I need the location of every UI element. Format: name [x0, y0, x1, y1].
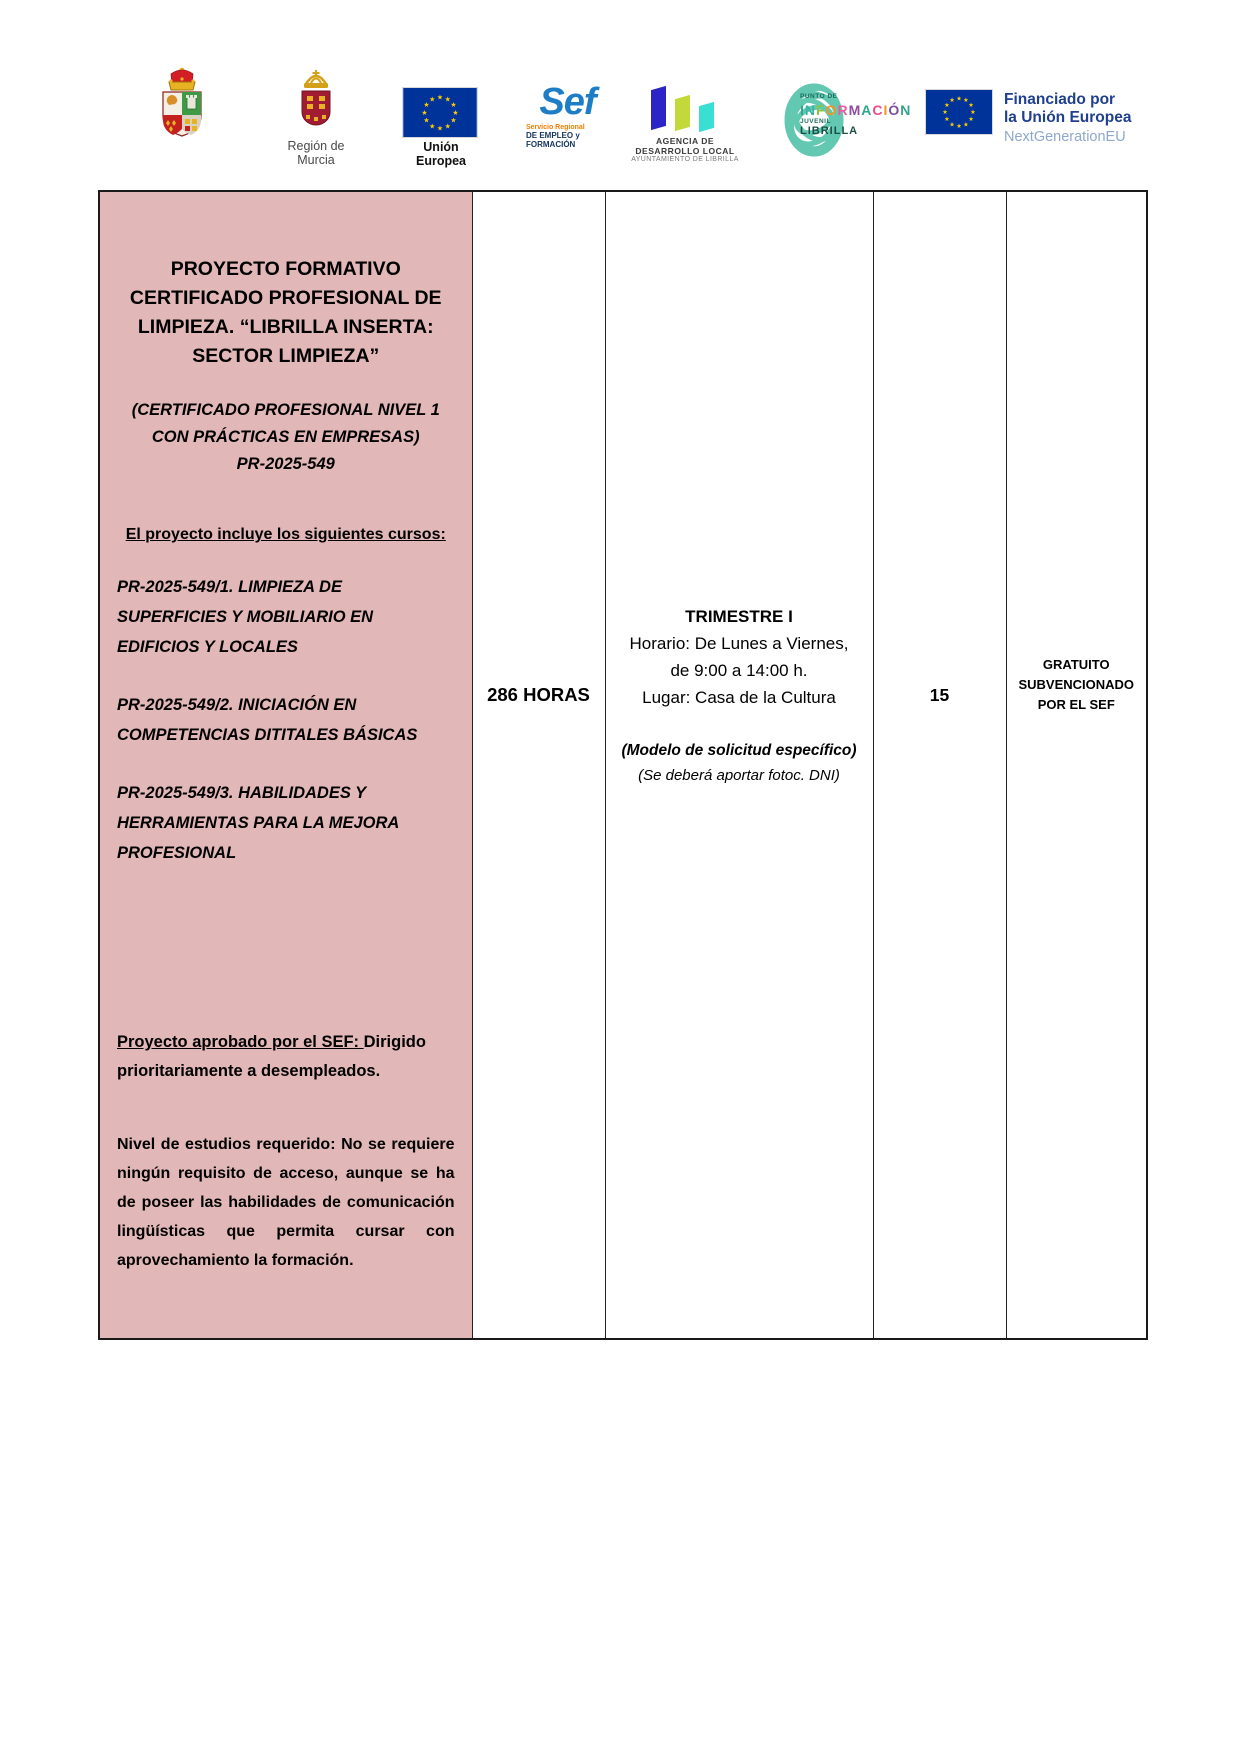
- svg-text:★: ★: [970, 109, 976, 117]
- schedule-line-2: de 9:00 a 14:00 h.: [670, 660, 808, 680]
- svg-text:★: ★: [423, 101, 430, 110]
- svg-text:★: ★: [949, 121, 955, 129]
- svg-text:★: ★: [436, 93, 444, 102]
- approved-text: Dirigido prioritariamente a desempleados.: [117, 1033, 426, 1080]
- cell-schedule: [605, 191, 873, 1339]
- svg-text:★: ★: [949, 97, 955, 105]
- eu-flag-nextgen-icon: [926, 90, 992, 134]
- approved-label: Proyecto aprobado por el SEF:: [117, 1033, 364, 1051]
- svg-text:★: ★: [968, 116, 974, 124]
- murcia-caption: Región de Murcia: [287, 139, 345, 167]
- svg-text:★: ★: [436, 124, 444, 133]
- svg-text:★: ★: [444, 122, 451, 131]
- svg-text:★: ★: [429, 122, 436, 131]
- adl-caption-1: AGENCIA DE DESARROLLO LOCAL: [635, 136, 735, 156]
- cost-label: GRATUITO SUBVENCIONADO POR EL SEF: [1018, 657, 1135, 712]
- financed-by-line-2: la Unión Europea: [1004, 109, 1132, 126]
- murcia-coat-of-arms-icon: [294, 70, 338, 136]
- table-row: [99, 191, 1147, 1339]
- union-europea-logo: [403, 88, 479, 168]
- pij-line-informacion: INFORMACIÓN: [800, 101, 912, 118]
- dni-note: (Se deberá aportar fotoc. DNI): [638, 766, 840, 784]
- financed-by-line-1: Financiado por: [1004, 91, 1116, 108]
- financiado-ue-logo: [926, 90, 1156, 146]
- svg-text:★: ★: [963, 121, 969, 129]
- svg-text:★: ★: [452, 108, 459, 117]
- svg-text:★: ★: [421, 108, 428, 117]
- nextgeneu-label: NextGenerationEU: [1004, 129, 1126, 145]
- application-note: (Modelo de solicitud específico): [621, 741, 857, 759]
- cell-places: [873, 191, 1006, 1339]
- eu-flag-icon: [403, 88, 477, 137]
- places-value: 15: [929, 684, 950, 705]
- eu-caption: Unión Europea: [415, 140, 466, 168]
- logo-header: [0, 0, 1241, 190]
- cell-project-description: [99, 191, 472, 1339]
- pij-line-juvenil: JUVENIL: [800, 117, 831, 125]
- course-item-3: PR-2025-549/3. HABILIDADES Y HERRAMIENTAS PARA LA MEJORA PROFESIONAL: [117, 784, 399, 862]
- course-item-1: PR-2025-549/1. LIMPIEZA DE SUPERFICIES Y MOBILIARIO EN EDIFICIOS Y LOCALES: [117, 578, 374, 656]
- svg-text:★: ★: [423, 116, 430, 125]
- svg-text:★: ★: [944, 116, 950, 124]
- project-title: PROYECTO FORMATIVO CERTIFICADO PROFESIONAL DE LIMPIEZA. “LIBRILLA INSERTA: SECTOR LIMPIEZA”: [129, 258, 442, 367]
- schedule-line-3: Lugar: Casa de la Cultura: [642, 687, 836, 707]
- svg-text:★: ★: [956, 123, 962, 131]
- courses-heading: El proyecto incluye los siguientes cursos:: [125, 526, 446, 543]
- project-subtitle: (CERTIFICADO PROFESIONAL NIVEL 1 CON PRÁCTICAS EN EMPRESAS): [131, 401, 440, 446]
- pij-line-librilla: LIBRILLA: [800, 125, 859, 137]
- svg-text:★: ★: [429, 95, 436, 104]
- svg-text:★: ★: [450, 116, 457, 125]
- requirements-note: Nivel de estudios requerido: No se requiere ningún requisito de acceso, aunque se ha de poseer las habilidades de comunicación lingüísticas que permita cursar con aprovechamiento la formación.: [117, 1136, 455, 1269]
- cell-duration: [472, 191, 605, 1339]
- sef-subtitle-1: Servicio Regional: [526, 124, 585, 131]
- course-item-2: PR-2025-549/2. INICIACIÓN EN COMPETENCIAS DITITALES BÁSICAS: [117, 696, 418, 744]
- svg-text:★: ★: [450, 101, 457, 110]
- svg-text:★: ★: [968, 102, 974, 110]
- svg-text:★: ★: [444, 95, 451, 104]
- project-code: PR-2025-549: [236, 455, 335, 473]
- librilla-coat-of-arms-icon: [158, 66, 206, 142]
- approved-note: [117, 1028, 455, 1086]
- term-title: TRIMESTRE I: [685, 606, 793, 626]
- schedule-line-1: Horario: De Lunes a Viernes,: [629, 633, 849, 653]
- course-table: [98, 190, 1148, 1340]
- adl-parallelograms-icon: [647, 82, 723, 132]
- svg-text:★: ★: [963, 97, 969, 105]
- adl-caption-2: AYUNTAMIENTO DE LIBRILLA: [631, 156, 739, 163]
- svg-text:★: ★: [956, 95, 962, 103]
- sef-subtitle-2: DE EMPLEO y FORMACIÓN: [526, 131, 580, 149]
- region-de-murcia-logo: [270, 70, 362, 167]
- duration-value: 286 HORAS: [487, 684, 590, 705]
- cell-cost: [1006, 191, 1147, 1339]
- svg-text:★: ★: [944, 102, 950, 110]
- pij-line-punto-de: PUNTO DE: [800, 93, 838, 100]
- sef-wordmark-icon: Sef: [539, 81, 596, 123]
- svg-text:★: ★: [942, 109, 948, 117]
- punto-informacion-juvenil-logo: [783, 80, 912, 160]
- sef-logo: [520, 82, 615, 149]
- agencia-desarrollo-local-logo: [625, 82, 745, 163]
